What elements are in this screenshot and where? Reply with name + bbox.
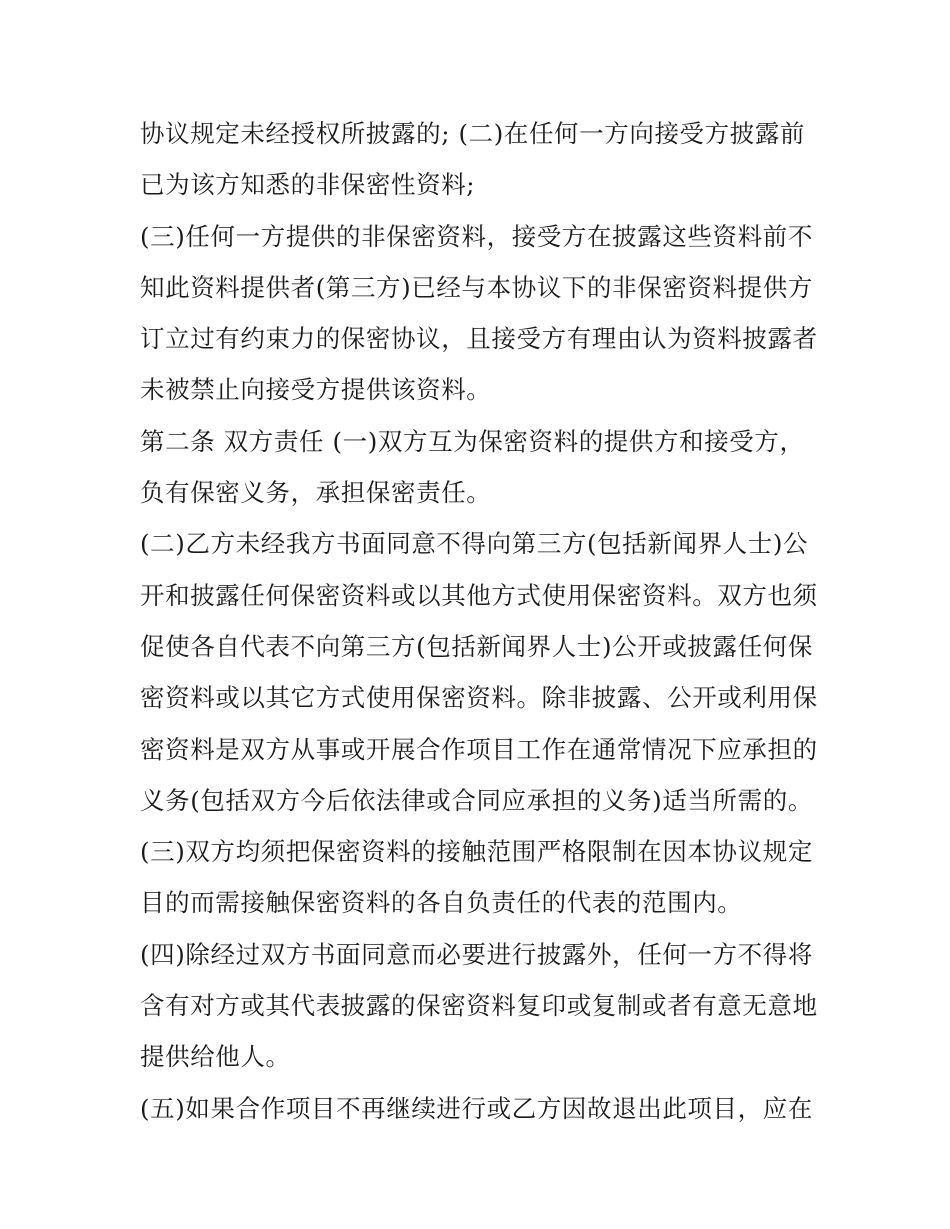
text-line: (四)除经过双方书面同意而必要进行披露外，任何一方不得将	[140, 939, 813, 969]
agreement-text	[140, 108, 820, 1134]
text-line: 提供给他人。	[140, 1042, 291, 1072]
text-line: 密资料或以其它方式使用保密资料。除非披露、公开或利用保	[140, 683, 818, 713]
text-line: (五)如果合作项目不再继续进行或乙方因故退出此项目，应在	[140, 1093, 813, 1123]
text-line: 促使各自代表不向第三方(包括新闻界人士)公开或披露任何保	[140, 631, 813, 661]
text-line: 密资料是双方从事或开展合作项目工作在通常情况下应承担的	[140, 734, 818, 764]
text-line: (三)双方均须把保密资料的接触范围严格限制在因本协议规定	[140, 837, 813, 867]
text-line: 义务(包括双方今后依法律或合同应承担的义务)适当所需的。	[140, 785, 813, 815]
text-line: 负有保密义务，承担保密责任。	[140, 478, 492, 508]
text-line: 开和披露任何保密资料或以其他方式使用保密资料。双方也须	[140, 580, 818, 610]
text-line: 订立过有约束力的保密协议，且接受方有理由认为资料披露者	[140, 324, 818, 354]
text-line: (三)任何一方提供的非保密资料，接受方在披露这些资料前不	[140, 221, 813, 251]
text-line: 已为该方知悉的非保密性资料;	[140, 170, 476, 200]
text-line: 知此资料提供者(第三方)已经与本协议下的非保密资料提供方	[140, 272, 813, 302]
text-line: (二)乙方未经我方书面同意不得向第三方(包括新闻界人士)公	[140, 529, 809, 559]
text-line: 含有对方或其代表披露的保密资料复印或复制或者有意无意地	[140, 991, 818, 1021]
text-line: 协议规定未经授权所披露的; (二)在任何一方向接受方披露前	[140, 119, 806, 148]
text-line: 未被禁止向接受方提供该资料。	[140, 375, 492, 405]
article-heading-line: 第二条 双方责任 (一)双方互为保密资料的提供方和接受方，	[140, 426, 805, 456]
text-line: 目的而需接触保密资料的各自负责任的代表的范围内。	[140, 888, 743, 918]
